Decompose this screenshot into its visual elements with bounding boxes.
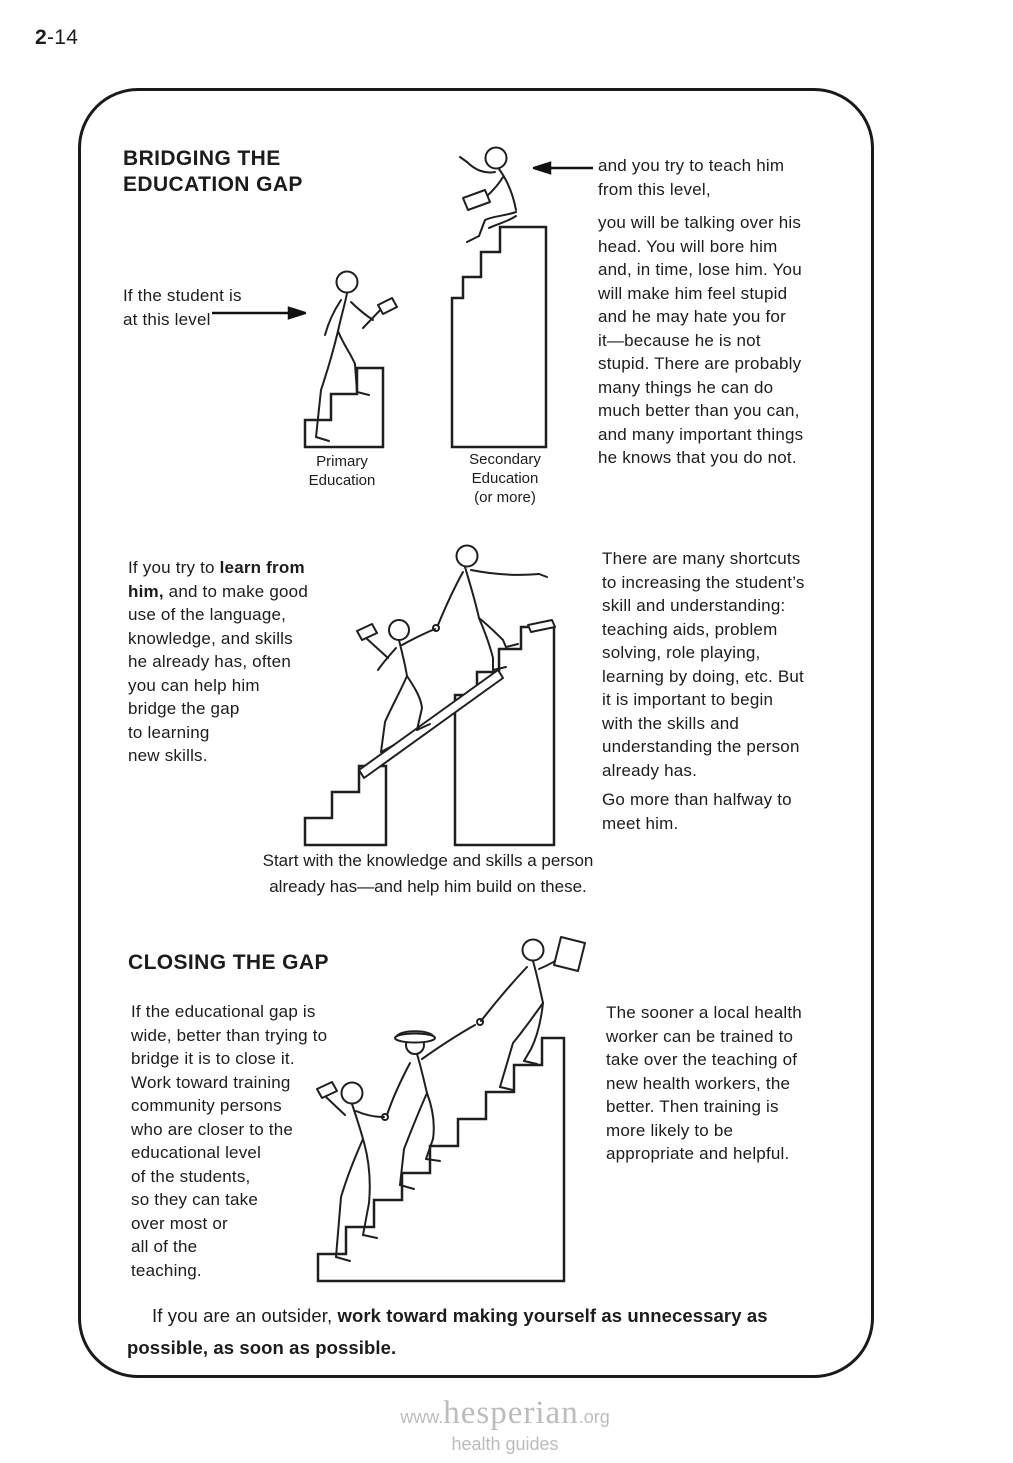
small-stairs <box>305 766 386 845</box>
watermark-tagline: health guides <box>451 1434 559 1454</box>
teacher-pointer-label: and you try to teach him from this level, <box>598 156 785 199</box>
tall-stairs <box>455 627 554 845</box>
outsider-statement-line1 <box>152 1304 768 1328</box>
hat-brim <box>395 1034 435 1043</box>
hammer-icon <box>378 298 397 314</box>
watermark-org: .org <box>578 1407 610 1427</box>
learn-from-paragraph <box>128 556 308 768</box>
outsider-bold2: possible, as soon as possible. <box>127 1337 397 1358</box>
learn-from-line2-normal: and to make good <box>163 581 308 601</box>
closing-illustration <box>305 925 600 1285</box>
outsider-statement-line2 <box>127 1336 396 1360</box>
closing-left-paragraph: If the educational gap is wide, better than trying to bridge it is to close it. Work toward training community persons who are closer to the educational level of the students, so they can take over most or all of the teaching. <box>131 1002 328 1280</box>
arrow-left-icon <box>533 161 595 175</box>
shortcuts-paragraph: There are many shortcuts to increasing the student’s skill and understanding: teaching aids, problem solving, role playing, learning by doing, etc. But it is important to begin with the skills and understanding the person already has. <box>602 549 805 780</box>
closing-heading: CLOSING THE GAP <box>128 951 329 974</box>
bridge-caption: Start with the knowledge and skills a person already has—and help him build on these. <box>262 851 594 896</box>
watermark <box>330 1396 680 1452</box>
student-pointer-label: If the student is at this level <box>123 286 242 329</box>
bridging-illustration <box>283 132 573 452</box>
hammer-icon <box>357 624 377 640</box>
page-number-chapter: 2 <box>35 26 47 49</box>
outsider-normal: If you are an outsider, <box>152 1305 338 1326</box>
learn-from-line1-bold: learn from <box>219 558 305 577</box>
watermark-brand: hesperian <box>443 1395 579 1431</box>
learn-from-line1-normal: If you try to <box>128 558 220 577</box>
watermark-url <box>330 1396 680 1434</box>
arrow-right-icon <box>210 306 306 320</box>
book-icon <box>463 190 490 210</box>
secondary-stairs-label: Secondary Education (or more) <box>469 451 541 506</box>
bridge-illustration <box>295 528 600 848</box>
learn-from-line2-bold: him, <box>128 581 164 601</box>
bridging-heading: BRIDGING THE EDUCATION GAP <box>123 147 303 196</box>
learn-from-rest: use of the language, knowledge, and skills he already has, often you can help him bridge the gap to learning new skills. <box>128 605 293 765</box>
book-icon <box>554 937 585 971</box>
primary-stairs-label: Primary Education <box>308 453 376 489</box>
halfway-paragraph: Go more than halfway to meet him. <box>602 790 792 833</box>
closing-right-paragraph: The sooner a local health worker can be trained to take over the teaching of new health workers, the better. Then training is more likely to be appropriate and helpful. <box>606 1003 802 1163</box>
over-head-paragraph: you will be talking over his head. You will bore him and, in time, lose him. You will make him feel stupid and he may hate you for it—because he is not stupid. There are probably many things he can do much better than you can, and many important things he knows that you do not. <box>598 213 804 467</box>
watermark-www: www. <box>400 1407 444 1427</box>
secondary-stairs <box>452 227 546 447</box>
page-number-rest: -14 <box>46 26 79 49</box>
outsider-bold1: work toward making yourself as unnecessary as <box>337 1305 768 1326</box>
page-number <box>35 26 78 50</box>
hammer-icon <box>317 1082 337 1098</box>
